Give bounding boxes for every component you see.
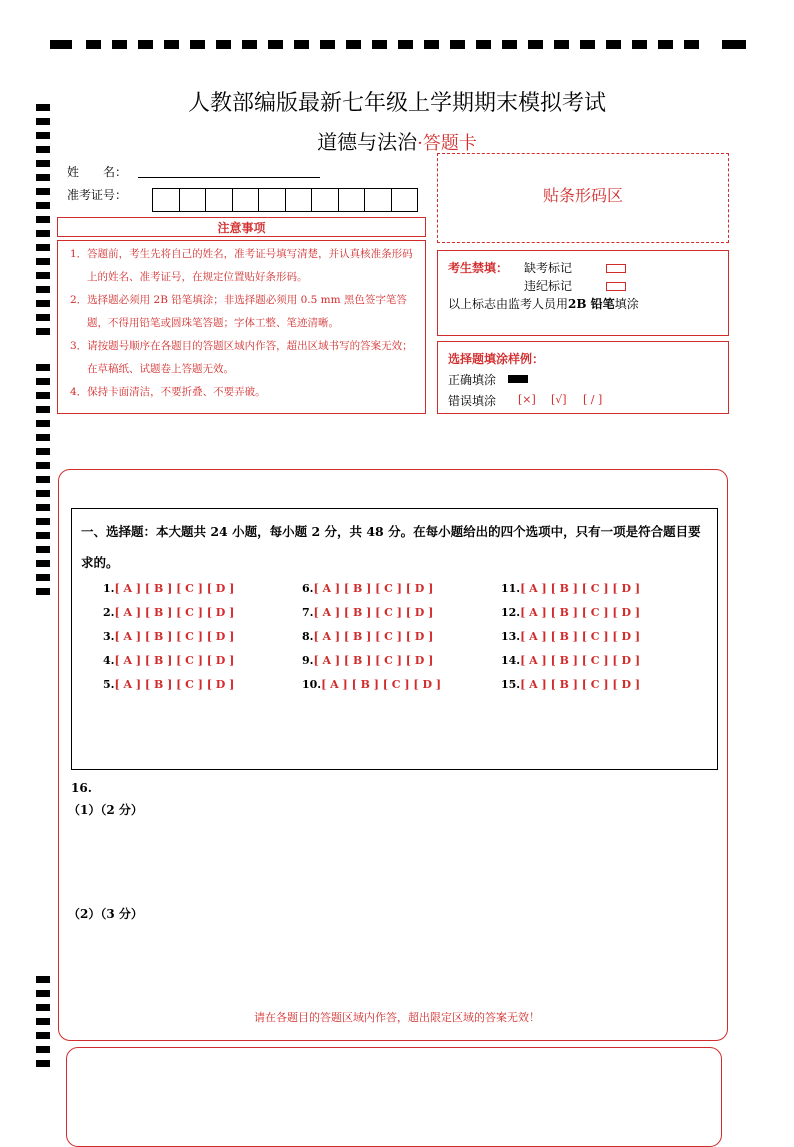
notice-list	[57, 240, 426, 414]
id-number-boxes[interactable]	[152, 188, 418, 212]
mc-question[interactable]	[501, 582, 640, 595]
mc-question[interactable]	[302, 678, 441, 691]
absent-mark-box[interactable]	[606, 261, 626, 275]
subject-title	[0, 126, 794, 155]
timing-mark-bar	[50, 38, 746, 50]
answer-options[interactable]: [ A ] [ B ] [ C ] [ D ]	[313, 582, 434, 595]
violation-label: 违纪标记	[524, 279, 573, 293]
id-label: 准考证号：	[67, 188, 128, 202]
mc-question[interactable]	[501, 678, 640, 691]
answer-options[interactable]: [ A ] [ B ] [ C ] [ D ]	[520, 678, 641, 691]
question-number: 12.	[501, 606, 521, 619]
answer-options[interactable]: [ A ] [ B ] [ C ] [ D ]	[114, 654, 235, 667]
answer-options[interactable]: [ A ] [ B ] [ C ] [ D ]	[114, 582, 235, 595]
question-number: 7.	[302, 606, 314, 619]
question-number: 13.	[501, 630, 521, 643]
mc-question[interactable]	[302, 654, 433, 667]
exam-title: 人教部编版最新七年级上学期期末模拟考试	[187, 91, 606, 116]
absent-label: 缺考标记	[524, 261, 573, 275]
question-number: 10.	[302, 678, 322, 691]
answer-options[interactable]: [ A ] [ B ] [ C ] [ D ]	[520, 582, 641, 595]
barcode-area: 贴条形码区	[437, 153, 729, 243]
notice-item: 1．答题前，考生先将自己的姓名，准考证号填写清楚，并认真核准条形码上的姓名、准考证号，在规定位置贴好条形码。	[70, 248, 413, 283]
card-label: 答题卡	[422, 133, 477, 154]
mc-question[interactable]	[302, 582, 433, 595]
name-label: 姓 名：	[67, 165, 128, 179]
wrong-mark-1: [×]	[518, 393, 536, 406]
answer-options[interactable]: [ A ] [ B ] [ C ] [ D ]	[520, 606, 641, 619]
mc-question[interactable]	[103, 630, 234, 643]
answer-options[interactable]: [ A ] [ B ] [ C ] [ D ]	[114, 630, 235, 643]
answer-options[interactable]: [ A ] [ B ] [ C ] [ D ]	[114, 678, 235, 691]
question-number: 1.	[103, 582, 115, 595]
mc-question[interactable]	[501, 606, 640, 619]
answer-options[interactable]: [ A ] [ B ] [ C ] [ D ]	[520, 630, 641, 643]
mc-question[interactable]	[501, 654, 640, 667]
q16-part2: （2）（3 分）	[68, 907, 143, 921]
violation-mark-box[interactable]	[606, 279, 626, 293]
next-answer-area	[66, 1047, 722, 1147]
forbidden-note-pre: 以上标志由监考人员用	[448, 297, 569, 311]
q16-number: 16.	[71, 781, 92, 795]
notice-item: 4．保持卡面清洁，不要折叠、不要弄破。	[70, 386, 266, 398]
q16-part1-answer-area[interactable]	[71, 822, 711, 902]
notice-heading: 注意事项	[57, 217, 426, 237]
correct-fill-sample	[508, 375, 528, 383]
fill-sample-box	[437, 341, 729, 414]
question-number: 11.	[501, 582, 521, 595]
wrong-mark-3: [ / ]	[583, 393, 603, 406]
mc-question[interactable]	[302, 630, 433, 643]
answer-options[interactable]: [ A ] [ B ] [ C ] [ D ]	[520, 654, 641, 667]
mc-question[interactable]	[501, 630, 640, 643]
mc-question[interactable]	[103, 606, 234, 619]
wrong-mark-2: [√]	[551, 393, 567, 406]
question-number: 9.	[302, 654, 314, 667]
mc-question[interactable]	[103, 654, 234, 667]
q16-part2-answer-area[interactable]	[71, 926, 711, 1004]
question-number: 4.	[103, 654, 115, 667]
question-number: 8.	[302, 630, 314, 643]
forbidden-note-bold: 2B 铅笔	[568, 297, 615, 311]
forbidden-label: 考生禁填：	[448, 261, 509, 275]
forbidden-note	[448, 295, 639, 312]
question-number: 15.	[501, 678, 521, 691]
name-field[interactable]	[138, 177, 320, 178]
title-separator: ·	[417, 133, 423, 154]
question-number: 3.	[103, 630, 115, 643]
question-number: 2.	[103, 606, 115, 619]
answer-options[interactable]: [ A ] [ B ] [ C ] [ D ]	[321, 678, 442, 691]
question-number: 14.	[501, 654, 521, 667]
question-number: 5.	[103, 678, 115, 691]
mc-heading: 一、选择题：本大题共 24 小题，每小题 2 分，共 48 分。在每小题给出的四个选项中，只有一项是符合题目要求的。	[81, 524, 701, 570]
wrong-label: 错误填涂	[448, 394, 497, 408]
q16-part1: （1）（2 分）	[68, 803, 143, 817]
answer-options[interactable]: [ A ] [ B ] [ C ] [ D ]	[313, 606, 434, 619]
mc-question[interactable]	[103, 678, 234, 691]
forbidden-note-post: 填涂	[614, 297, 639, 311]
mc-question[interactable]	[103, 582, 234, 595]
answer-options[interactable]: [ A ] [ B ] [ C ] [ D ]	[313, 654, 434, 667]
answer-options[interactable]: [ A ] [ B ] [ C ] [ D ]	[114, 606, 235, 619]
subject-name: 道德与法治	[317, 130, 418, 154]
examinee-forbidden-box	[437, 250, 729, 336]
mc-question[interactable]	[302, 606, 433, 619]
correct-label: 正确填涂	[448, 373, 497, 387]
sample-title: 选择题填涂样例：	[448, 352, 545, 366]
question-number: 6.	[302, 582, 314, 595]
answer-options[interactable]: [ A ] [ B ] [ C ] [ D ]	[313, 630, 434, 643]
notice-item: 2．选择题必须用 2B 铅笔填涂；非选择题必须用 0.5 mm 黑色签字笔答题，不得用铅笔或圆珠笔答题；字体工整、笔迹清晰。	[70, 294, 407, 329]
notice-item: 3．请按题号顺序在各题目的答题区域内作答，超出区域书写的答案无效；在草稿纸、试题卷上答题无效。	[70, 340, 413, 375]
footer-warning: 请在各题目的答题区域内作答，超出限定区域的答案无效！	[254, 1011, 540, 1024]
